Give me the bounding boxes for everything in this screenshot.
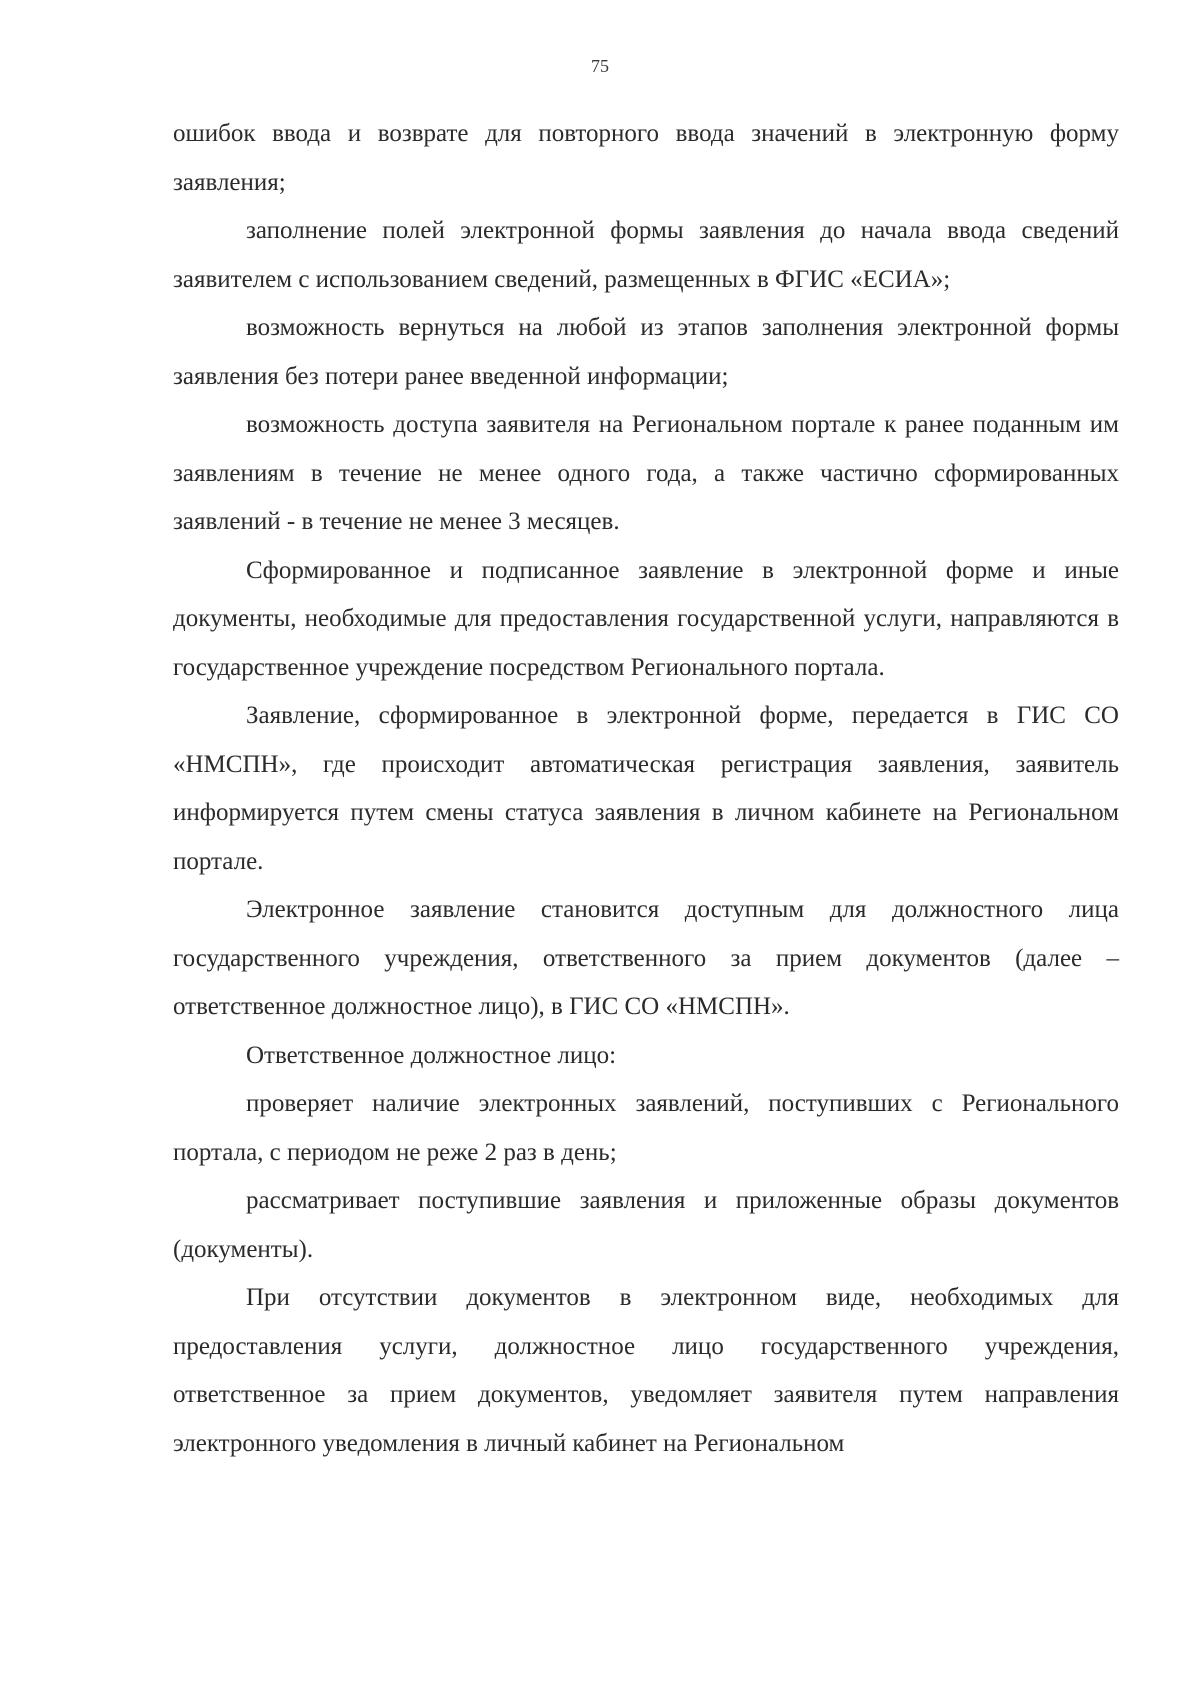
paragraph-8: Ответственное должностное лицо: (246, 1041, 617, 1069)
paragraph-3: возможность вернуться на любой из этапов заполнения электронной формы заявления без потери ранее введенной информации; (173, 314, 1119, 390)
paragraph-2: заполнение полей электронной формы заявления до начала ввода сведений заявителем с использованием сведений, размещенных в ФГИС «ЕСИА»; (173, 217, 1119, 293)
paragraph-11: При отсутствии документов в электронном виде, необходимых для предоставления услуги, должностное лицо государственного учреждения, ответственное за прием документов, уведомляет заявителя путем направления электронного уведомления в личный кабинет на Региональном (173, 1284, 1119, 1457)
paragraph-10: рассматривает поступившие заявления и приложенные образы документов (документы). (173, 1187, 1119, 1263)
document-body (173, 110, 1119, 1468)
page-number: 75 (591, 56, 609, 76)
paragraph-1: ошибок ввода и возврате для повторного ввода значений в электронную форму заявления; (173, 120, 1119, 196)
paragraph-5: Сформированное и подписанное заявление в электронной форме и иные документы, необходимые для предоставления государственной услуги, направляются в государственное учреждение посредством Регионального портала. (173, 556, 1119, 681)
paragraph-6: Заявление, сформированное в электронной форме, передается в ГИС СО «НМСПН», где происходит автоматическая регистрация заявления, заявитель информируется путем смены статуса заявления в личном кабинете на Региональном портале. (173, 702, 1119, 875)
paragraph-4: возможность доступа заявителя на Региональном портале к ранее поданным им заявлениям в течение не менее одного года, а также частично сформированных заявлений - в течение не менее 3 месяцев. (173, 411, 1119, 535)
paragraph-9: проверяет наличие электронных заявлений, поступивших с Регионального портала, с периодом не реже 2 раз в день; (173, 1090, 1119, 1166)
paragraph-7: Электронное заявление становится доступным для должностного лица государственного учреждения, ответственного за прием документов (далее – ответственное должностное лицо), в ГИС СО «НМСПН». (173, 896, 1119, 1020)
